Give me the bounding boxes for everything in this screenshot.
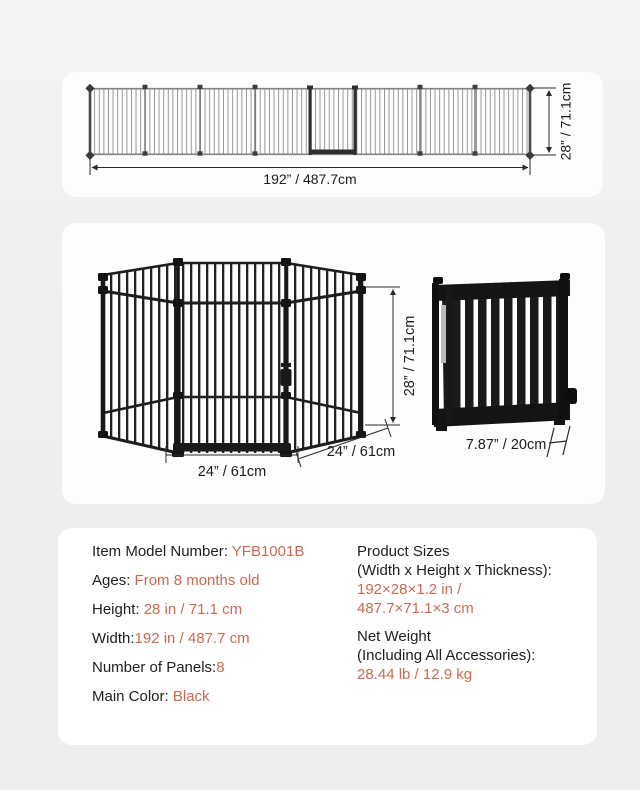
spec-value: 487.7×71.1×3 cm xyxy=(357,600,474,617)
spec-label: Main Color: xyxy=(92,688,173,705)
spec-block-net-weight xyxy=(357,627,579,684)
gate-thickness-dimension xyxy=(547,426,570,457)
spec-value: 28 in / 71.1 cm xyxy=(143,601,243,618)
specs-left-column xyxy=(92,542,357,716)
gate-thickness-label: 7.87” / 20cm xyxy=(465,437,547,453)
spec-label: Number of Panels: xyxy=(92,659,217,676)
fence-diagram xyxy=(62,72,603,197)
specs-right-column xyxy=(357,542,579,716)
spec-value: Black xyxy=(172,688,210,705)
specs-columns xyxy=(92,542,579,716)
playpen-diagram-card xyxy=(62,223,605,504)
spec-label: (Width x Height x Thickness): xyxy=(357,562,552,579)
spec-value: 192 in / 487.7 cm xyxy=(134,630,250,647)
spec-row-height xyxy=(92,600,357,620)
spec-row-ages xyxy=(92,571,357,591)
spec-label: Width: xyxy=(92,630,135,647)
playpen-front-panels xyxy=(103,291,361,453)
spec-block-product-sizes xyxy=(357,542,579,618)
spec-row-model xyxy=(92,542,357,562)
spec-label: Product Sizes xyxy=(357,543,450,560)
playpen-height-dimension xyxy=(365,287,400,425)
spec-label: (Including All Accessories): xyxy=(357,647,536,664)
fence-height-dimension xyxy=(533,88,556,155)
spec-value: 28.44 lb / 12.9 kg xyxy=(357,666,473,683)
playpen-height-label: 28” / 71.1cm xyxy=(401,315,418,397)
spec-row-width xyxy=(92,629,357,649)
playpen-side-width-label: 24” / 61cm xyxy=(326,444,396,460)
spec-value: YFB1001B xyxy=(231,543,305,560)
playpen-diagram xyxy=(62,223,605,504)
specs-card xyxy=(58,528,597,745)
fence-diagram-card xyxy=(62,72,603,197)
spec-label: Ages: xyxy=(92,572,135,589)
spec-label: Net Weight xyxy=(357,628,431,645)
spec-value: 192×28×1.2 in / xyxy=(357,581,462,598)
playpen-front-width-label: 24” / 61cm xyxy=(197,464,267,480)
fence-height-label: 28” / 71.1cm xyxy=(557,82,574,161)
spec-value: From 8 months old xyxy=(134,572,260,589)
gate-knob xyxy=(565,388,577,404)
folded-gate xyxy=(432,273,577,431)
spec-row-color xyxy=(92,687,357,707)
spec-value: 8 xyxy=(216,659,225,676)
spec-label: Height: xyxy=(92,601,144,618)
spec-row-panels xyxy=(92,658,357,678)
spec-label: Item Model Number: xyxy=(92,543,232,560)
fence-width-label: 192” / 487.7cm xyxy=(263,171,357,187)
